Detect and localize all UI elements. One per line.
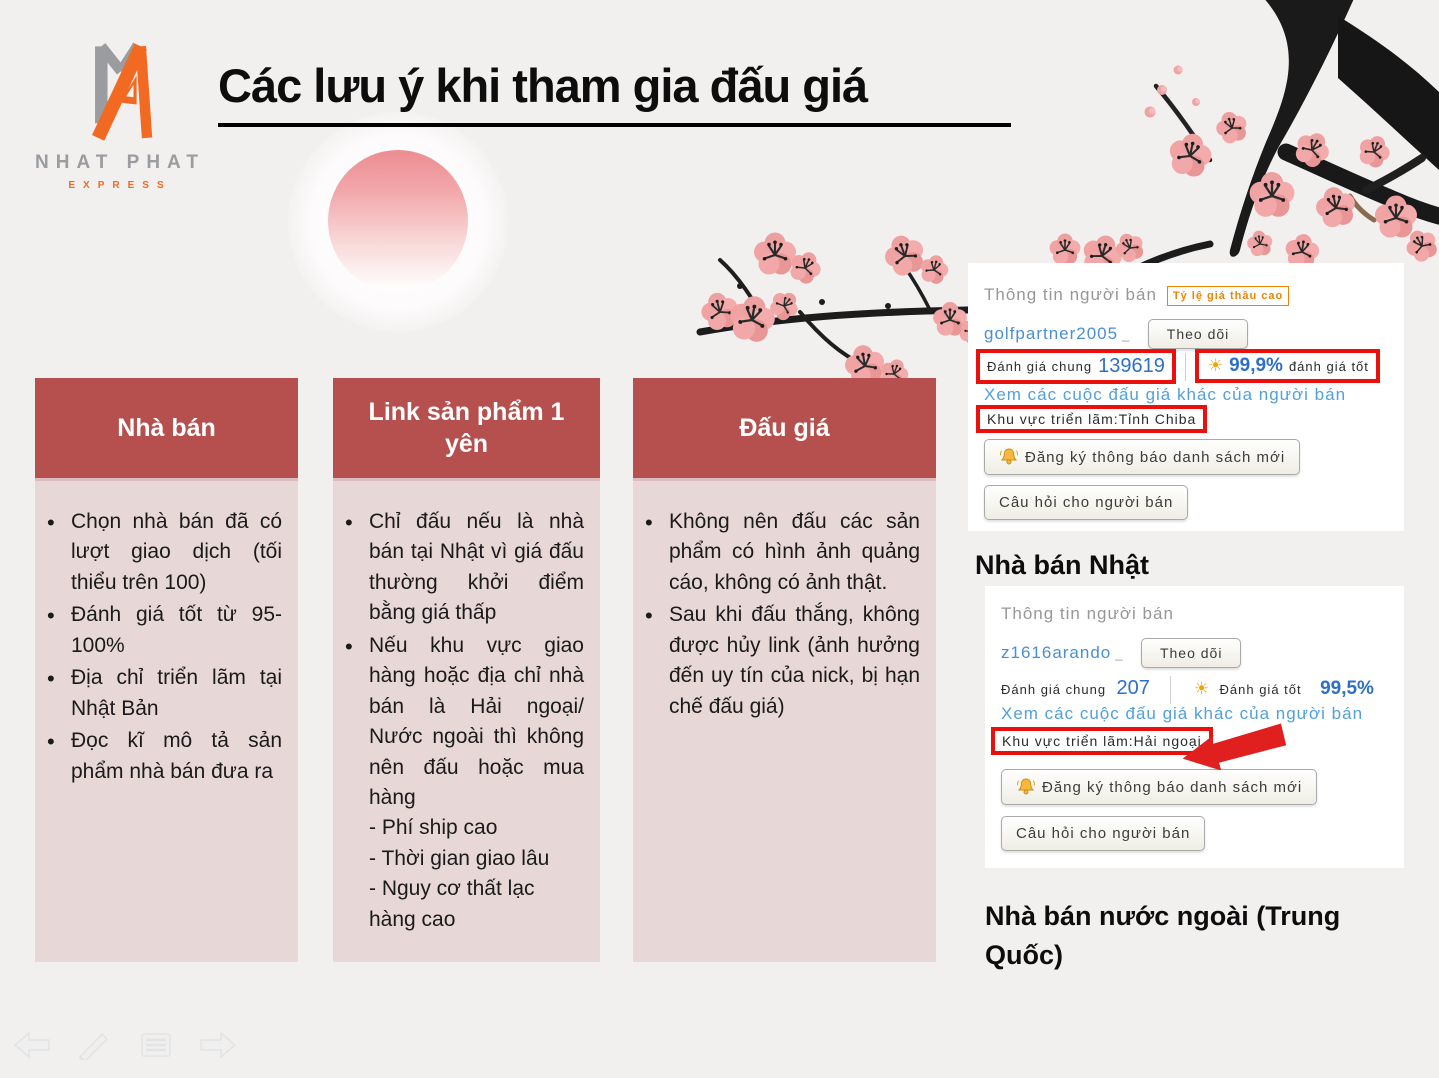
seller-row <box>984 319 1248 349</box>
column-header: Link sản phẩm 1 yên <box>333 378 600 481</box>
red-callout-arrow <box>1178 718 1288 770</box>
good-rating-highlight-box <box>1195 349 1380 383</box>
rating-highlight-box <box>976 349 1176 384</box>
sub-item: - Thời gian giao lâu <box>369 846 550 870</box>
list-item: • Không nên đấu các sản phẩm có hình ảnh quảng cáo, không có ảnh thật. <box>645 507 920 598</box>
seller-info-header <box>1001 604 1174 624</box>
sub-item: - Nguy cơ thất lạc hàng cao <box>369 877 535 931</box>
good-rating-label: Đánh giá tốt <box>1219 682 1302 698</box>
follow-button[interactable]: Theo dõi <box>1148 319 1248 349</box>
good-rating-label: đánh giá tốt <box>1288 358 1369 374</box>
company-logo <box>20 38 220 191</box>
ask-seller-button[interactable] <box>984 485 1188 520</box>
notify-list-button[interactable] <box>984 439 1300 475</box>
column-link-san-pham <box>333 378 600 962</box>
pen-tool-icon[interactable] <box>74 1030 114 1060</box>
rating-label: Đánh giá chung <box>987 359 1093 374</box>
seller-info-label: Thông tin người bán <box>984 285 1157 304</box>
seller-info-panel-japan <box>968 263 1404 531</box>
caption-foreign-seller: Nhà bán nước ngoài (Trung Quốc) <box>985 901 1341 971</box>
list-item: • Địa chỉ triển lãm tại Nhật Bản <box>47 663 282 724</box>
list-item: • Đánh giá tốt từ 95-100% <box>47 600 282 661</box>
seller-username-link[interactable]: golfpartner2005 <box>984 324 1119 343</box>
column-header: Đấu giá <box>633 378 936 481</box>
caption-japan-seller: Nhà bán Nhật <box>975 550 1150 580</box>
user-marker-icon: _ <box>1122 327 1130 342</box>
column-nha-ban <box>35 378 298 962</box>
list-item: • Chọn nhà bán đã có lượt giao dịch (tối thiểu trên 100) <box>47 507 282 598</box>
slide-navigation-bar <box>12 1030 238 1060</box>
list-item: • Sau khi đấu thắng, không được hủy link (ảnh hưởng đến uy tín của nick, bị hạn chế đấu giá) <box>645 600 920 722</box>
other-auctions-link[interactable]: Xem các cuộc đấu giá khác của người bán <box>1001 704 1364 723</box>
logo-monogram-icon <box>87 38 153 142</box>
exhibition-area-row <box>976 405 1207 433</box>
ask-seller-label: Câu hỏi cho người bán <box>999 494 1174 511</box>
good-rating-value: 99,9% <box>1229 355 1283 376</box>
other-auctions-row <box>984 385 1346 405</box>
column-body <box>333 481 600 962</box>
notify-list-label: Đăng ký thông báo danh sách mới <box>1042 778 1303 796</box>
logo-name: NHAT PHAT <box>35 152 205 173</box>
divider <box>1170 676 1171 704</box>
notify-list-button[interactable] <box>1001 769 1317 805</box>
exhibition-area-highlight-box <box>976 405 1207 433</box>
sub-item: - Phí ship cao <box>369 816 498 840</box>
notify-list-label: Đăng ký thông báo danh sách mới <box>1025 448 1286 466</box>
logo-subtitle: EXPRESS <box>68 180 172 191</box>
bell-icon <box>999 448 1019 466</box>
bell-icon <box>1016 778 1036 796</box>
good-rating-value: 99,5% <box>1320 678 1374 700</box>
list-item: • Nếu khu vực giao hàng hoặc địa chỉ nhà bán là Hải ngoại/ Nước ngoài thì không nên đấu hoặc mua hàng - Phí ship cao - Thời gian giao lâu - Nguy cơ thất lạc hàng cao <box>345 631 584 935</box>
ask-seller-label: Câu hỏi cho người bán <box>1016 825 1191 842</box>
divider <box>1185 353 1186 381</box>
seller-info-label: Thông tin người bán <box>1001 604 1174 623</box>
list-item: • Chỉ đấu nếu là nhà bán tại Nhật vì giá đấu thường khởi điểm bằng giá thấp <box>345 507 584 629</box>
other-auctions-link[interactable]: Xem các cuộc đấu giá khác của người bán <box>984 385 1347 404</box>
sun-icon: ☀ <box>1207 356 1224 375</box>
follow-button[interactable]: Theo dõi <box>1141 638 1241 668</box>
user-marker-icon: _ <box>1115 646 1123 661</box>
rating-label: Đánh giá chung <box>1001 682 1107 698</box>
column-body <box>35 481 298 962</box>
page-title: Các lưu ý khi tham gia đấu giá <box>218 58 1011 127</box>
slide-menu-icon[interactable] <box>136 1030 176 1060</box>
rating-row <box>976 349 1380 384</box>
column-header: Nhà bán <box>35 378 298 481</box>
column-body <box>633 481 936 962</box>
previous-slide-arrow-icon[interactable] <box>12 1030 52 1060</box>
high-bid-rate-badge: Tỷ lệ giá thầu cao <box>1167 286 1289 306</box>
rating-value: 207 <box>1116 677 1150 700</box>
exhibition-area-text: Khu vực triển lãm:Tỉnh Chiba <box>987 411 1197 427</box>
rating-row <box>1001 676 1380 704</box>
ask-seller-button[interactable] <box>1001 816 1205 851</box>
seller-row <box>1001 638 1241 668</box>
column-dau-gia <box>633 378 936 962</box>
sun-icon: ☀ <box>1193 679 1210 699</box>
list-item: • Đọc kĩ mô tả sản phẩm nhà bán đưa ra <box>47 726 282 787</box>
exhibition-area-text: Khu vực triển lãm:Hải ngoại <box>1002 733 1202 749</box>
rating-value: 139619 <box>1098 355 1165 377</box>
next-slide-arrow-icon[interactable] <box>198 1030 238 1060</box>
seller-info-header <box>984 285 1289 306</box>
rising-sun-decoration <box>328 150 468 292</box>
seller-username-link[interactable]: z1616arando <box>1001 643 1112 662</box>
